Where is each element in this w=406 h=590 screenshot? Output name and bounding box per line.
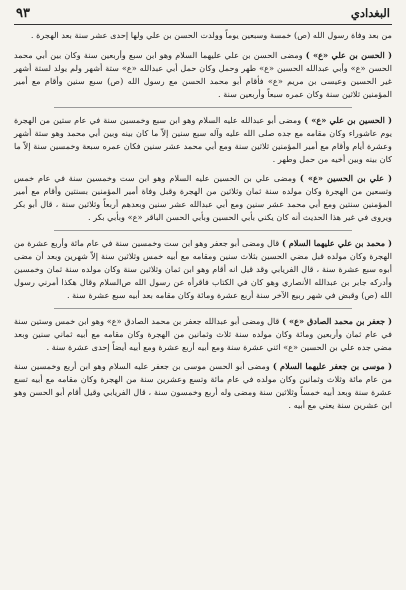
- page-body: [14, 29, 392, 412]
- paragraph-text: قال ومضى أبو عبدالله جعفر بن محمد الصادق «ع» وهو ابن خمس وستين سنة في عام ثمان وأربعين ومائة وكان مولده سنة ثلاث وثمانين من الهجرة وكان مقامه مع أبيه ثماني سنين وبعد مضي جده علي بن الحسين «ع» اثني عشرة سنة ومع أبيه أربع عشرة ومع أبيه أيضاً إحدى عشرة سنة .: [14, 316, 392, 352]
- section-heading: ( موسى بن جعفر عليهما السلام ): [272, 361, 392, 371]
- paragraph: [14, 237, 392, 302]
- page-header: [14, 6, 392, 24]
- paragraph-text: ومضى أبو عبدالله عليه السلام وهو ابن سبع وخمسين سنة في عام ستين من الهجرة يوم عاشوراء وكان مقامه مع جده صلى الله عليه وآله سبع سنين إلاّ ما كان بينه وبين أبي محمد وهو ستة أشهر وعشرة أيام وأقام مع أمير المؤمنين ثلاثين سنة ومع أبي محمد عشر سنين فكان عمره سبعة وخمسين سنة إلاّ ما كان بينه وبين أخيه من حمل وطهر .: [14, 115, 392, 164]
- page-number: ٩٣: [16, 6, 30, 21]
- section-heading: ( علي بن الحسين «ع» ): [299, 173, 392, 183]
- paragraph-text: من بعد وفاة رسول الله (ص) خمسة وسبعين يوماً وولدت الحسن بن علي ولها إحدى عشر سنة بعد الهجرة .: [30, 30, 392, 40]
- paragraph: [14, 114, 392, 166]
- section-heading: ( جعفر بن محمد الصادق «ع» ): [282, 316, 392, 326]
- paragraph-text: ومضى الحسن بن علي عليهما السلام وهو ابن سبع وأربعين سنة وكان بين أبي محمد الحسن «ع» وأبي عبدالله الحسين «ع» طهر وحمل وكان حمل أبي عبدالله «ع» ستة أشهر ولم يولد لستة أشهر غير الحسين وعيسى بن مريم «ع» فأقام أبو محمد الحسن مع رسول الله (ص) سبع سنين وأقام مع أمير المؤمنين ثلاثين سنة وكان عمره سبعاً وأربعين سنة .: [14, 50, 392, 99]
- section-divider: [54, 107, 352, 108]
- section-divider: [54, 230, 352, 231]
- paragraph: [14, 172, 392, 224]
- section-heading: ( الحسين بن علي «ع» ): [304, 115, 393, 125]
- paragraph: [14, 315, 392, 354]
- section-heading: ( محمد بن علي عليهما السلام ): [281, 238, 392, 248]
- paragraph: [14, 360, 392, 412]
- paragraph-text: ومضى أبو الحسن موسى بن جعفر عليه السلام وهو ابن أربع وخمسين سنة من عام مائة وثلاث وثمانين وكان مولده في عام مائة وتسع وعشرين سنة من الهجرة وكان مقامه مع أبيه تسع عشرة سنة وبعد أبيه خمساً وثلاثين سنة ومضى وله أربع وخمسون سنة ، قال الفريابي وقيل أقام أبو الحسن وهو ابن عشرين سنة يعني مع أبيه .: [14, 361, 392, 410]
- paragraph-text: قال ومضى أبو جعفر وهو ابن ست وخمسين سنة في عام مائة وأربع عشرة من الهجرة وكان مولده قبل مضي الحسين بثلاث سنين ومقامه مع أبيه خمس وثلاثين سنة إلاّ شهرين وبعد أن مضى أبوه سبع عشرة سنة ، قال الفريابي وقد قيل انه أقام وهو ابن ثمان وثلاثين سنة وكان مولده سنة ثمان وخمسين وأدركه جابر بن عبدالله الأنصاري وهو كان في الكتاب فاقرأه عن رسول الله ص‌السلام وقال هكذا أمرني رسول الله (ص) وقبض في شهر ربيع الآخر سنة أربع عشرة ومائة وكان مقامه بعد أبيه سبع عشرة سنة .: [14, 238, 392, 300]
- running-title: البغدادي: [350, 6, 390, 20]
- section-divider: [54, 308, 352, 309]
- section-heading: ( الحسن بن علي «ع» ): [305, 50, 392, 60]
- paragraph-text: ومضى علي بن الحسين عليه السلام وهو ابن ست وخمسين سنة في عام خمس وتسعين من الهجرة وكان مولده سنة ثمان وثلاثين من الهجرة وقبل وفاة أمير المؤمنين بسنتين وأقام مع أمير المؤمنين سنتين ومع أبي محمد عشر سنين ومع أبي عبدالله عشر سنين وبعدهم أربعاً وثلاثين سنة ، قال أبو بكر ويروى في غير هذا الحديث أنه كان يكني بأبي الحسين وبأبي الحسن الباقر «ع» وبأبي بكر .: [14, 173, 392, 222]
- paragraph: [14, 29, 392, 42]
- paragraph: [14, 49, 392, 101]
- header-rule: [14, 24, 392, 25]
